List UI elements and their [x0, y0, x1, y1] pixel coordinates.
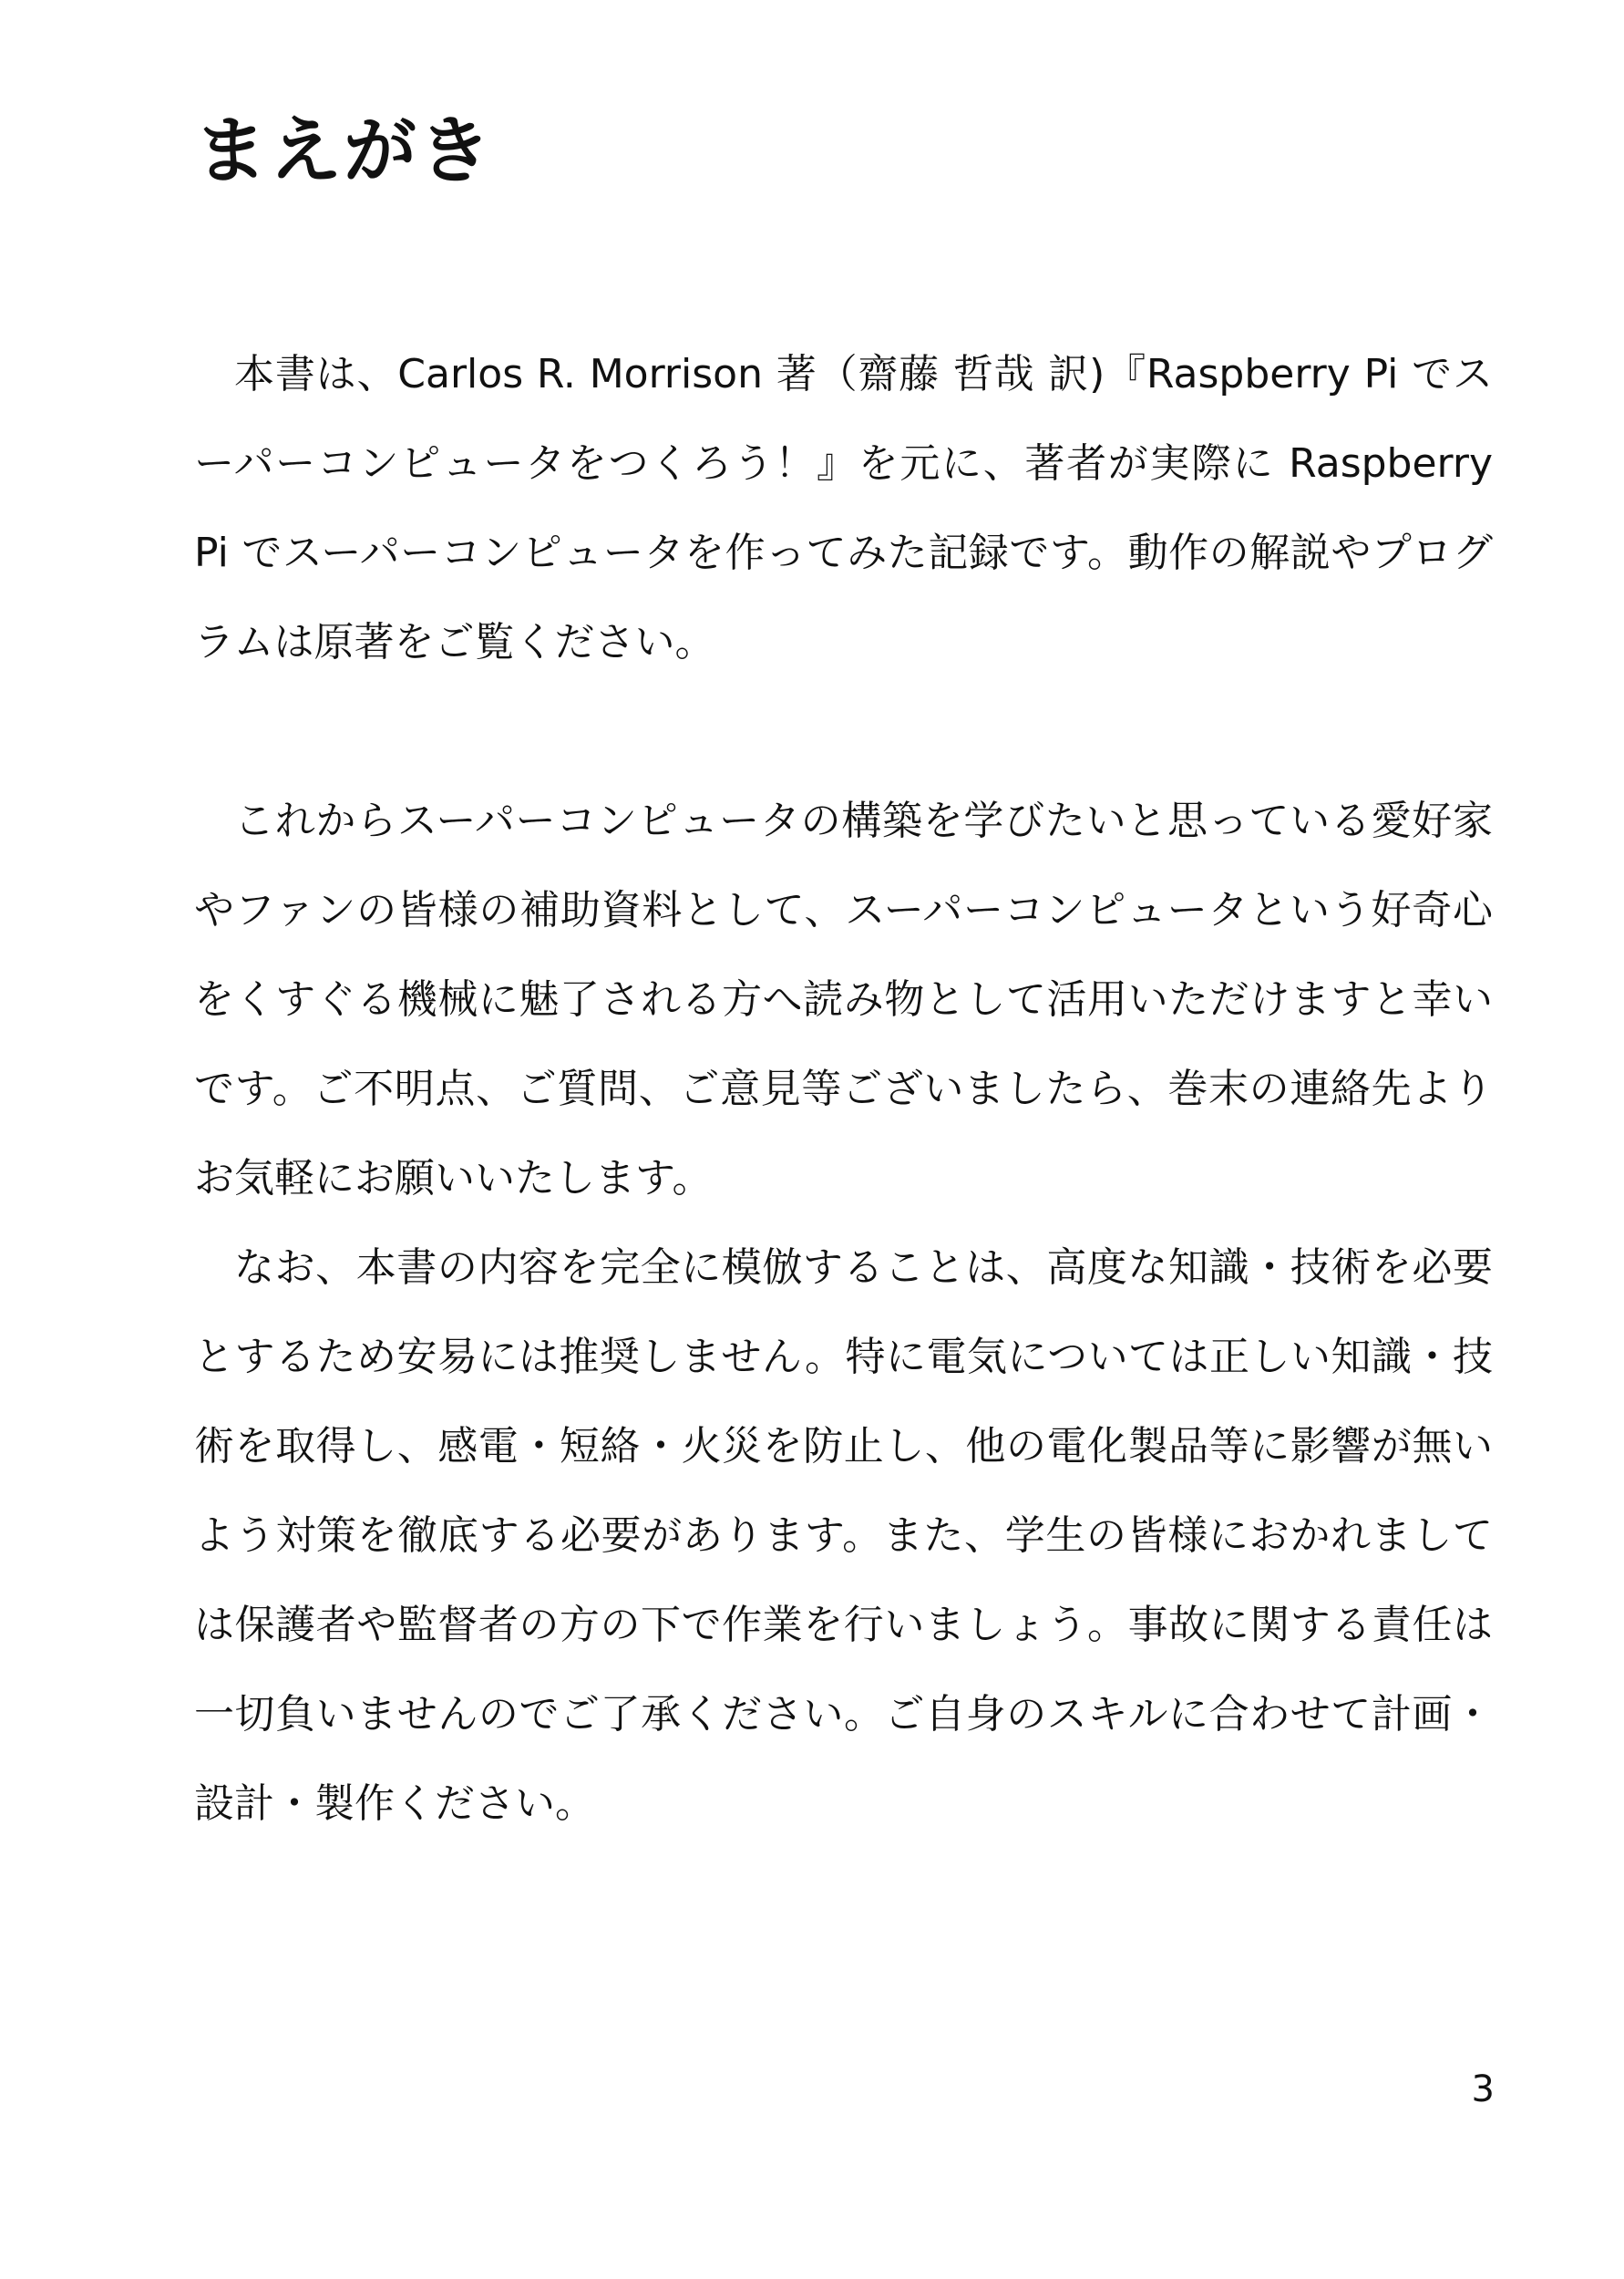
paragraph-disclaimer: なお、本書の内容を完全に模倣することは、高度な知識・技術を必要とするため安易には推奨しません。特に電気については正しい知識・技術を取得し、感電・短絡・火災を防止し、他の電化製品等に影響が無いよう対策を徹底する必要があります。また、学生の皆様におかれましては保護者や監督者の方の下で作業を行いましょう。事故に関する責任は一切負いませんのでご了承ください。ご自身のスキルに合わせて計画・設計・製作ください。	[194, 1244, 1493, 1827]
page-number: 3	[1471, 2068, 1495, 2110]
page-title: まえがき	[194, 108, 493, 193]
preface-body	[194, 330, 1493, 1849]
paragraph-audience: これからスーパーコンピュータの構築を学びたいと思っている愛好家やファンの皆様の補助資料として、スーパーコンピュータという好奇心をくすぐる機械に魅了される方へ読み物として活用いただけますと幸いです。ご不明点、ご質問、ご意見等ございましたら、巻末の連絡先よりお気軽にお願いいたします。	[194, 798, 1493, 1201]
paragraph-source: 本書は、Carlos R. Morrison 著（齋藤 哲哉 訳)『Raspberry Pi でスーパーコンピュータをつくろう！』を元に、著者が実際に Raspberry Pi でスーパーコンピュータを作ってみた記録です。動作の解説やプログラムは原著をご覧ください。	[194, 351, 1493, 665]
paragraph-spacer	[194, 687, 1493, 777]
